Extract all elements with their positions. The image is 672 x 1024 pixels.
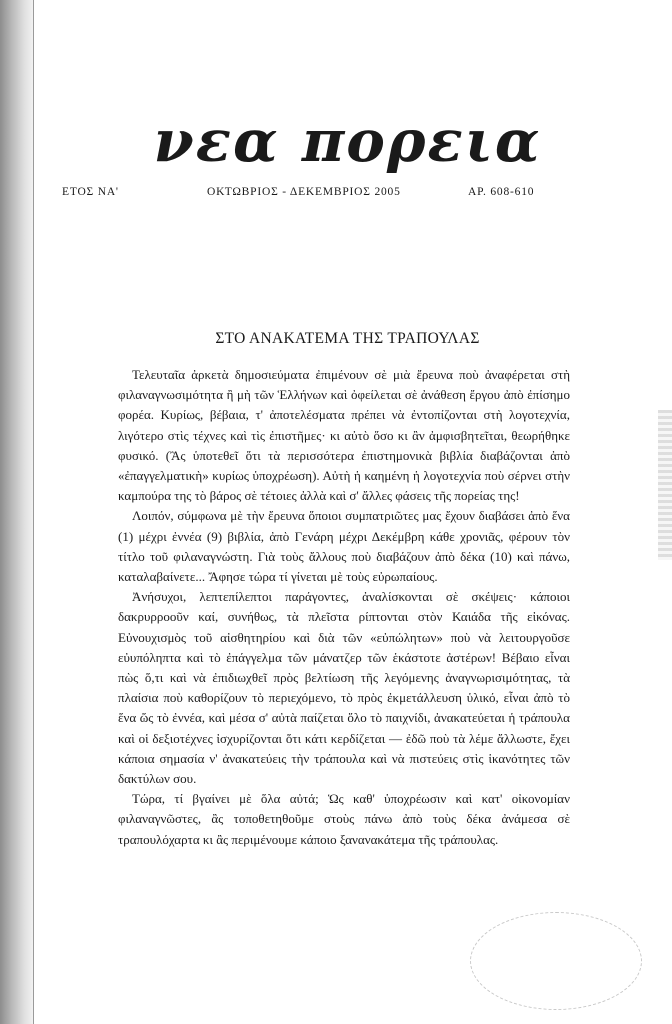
article-paragraph-2: Λοιπόν, σύμφωνα μὲ τὴν ἔρευνα ὅποιοι συμπατριῶτες μας ἔχουν διαβάσει ἀπὸ ἕνα (1) μέχρι ἐννέα (9) βιβλία, ἀπὸ Γενάρη μέχρι Δεκέμβρη κάθε χρονιᾶς, φέρουν τὸν τίτλο τοῦ φιλαναγνώστη. Γιὰ τοὺς ἄλλους ποὺ διαβάζουν ἀπὸ δέκα (10) καὶ πάνω, καταλαβαίνετε... Ἄφησε τώρα τί γίνεται μὲ τοὺς εὐρωπαίους. xyxy=(118,508,570,585)
article-body xyxy=(118,365,570,850)
page-edge-mark xyxy=(658,410,672,560)
article-paragraph-1: Τελευταῖα ἀρκετὰ δημοσιεύματα ἐπιμένουν σὲ μιὰ ἔρευνα ποὺ ἀναφέρεται στὴ φιλαναγνωσιμότητα ἢ μὴ τῶν Ἑλλήνων καὶ ὀφείλεται σὲ ἀνάθεση ἔργου ἀπὸ ἐπίσημο φορέα. Κυρίως, βέβαια, τ' ἀποτελέσματα πρέπει νὰ ἐντοπίζονται στὴ λογοτεχνία, λιγότερο στὶς τέχνες καὶ τὶς ἐπιστῆμες· κι αὐτὸ ὅσο κι ἂν ἀμφισβητεῖται, θεωρήθηκε φυσικό. (Ἂς ὑποτεθεῖ ὅτι τὰ περισσότερα ἐπιστημονικὰ βιβλία διαβάζονται ἀπὸ «ἐπαγγελματικὴ» κυρίως ὑποχρέωση). Αὐτὴ ἡ καημένη ἡ λογοτεχνία ποὺ σέρνει στὴν καμπούρα της τὸ βάρος σὲ τέτοιες ἀλλὰ καὶ σ' ἄλλες φάσεις τῆς πορείας της! xyxy=(118,367,570,504)
book-spine-shadow xyxy=(0,0,34,1024)
article-paragraph-3: Ἀνήσυχοι, λεπτεπίλεπτοι παράγοντες, ἀναλίσκονται σὲ σκέψεις· κάποιοι δακρυρροοῦν καί, συνήθως, τὰ πλεῖστα ρίπτονται στὸν Καιάδα τῆς εἰκόνας. Εὐνουχισμὸς τοῦ αἰσθητηρίου καὶ διὰ τῶν «εὐπώλητων» ποὺ νὰ λειτουργοῦσε εὐυπόληπτα καὶ τὸ ἐπάγγελμα τῶν μάνατζερ τῶν ἑκάστοτε ἀστέρων! Βέβαιο εἶναι πὼς ὅ,τι καὶ νὰ ἐπιδιωχθεῖ πρὸς βελτίωση τῆς λεγόμενης ἀναγνωρισιμότητας, τὰ πλαίσια ποὺ καθορίζουν τὸ περιεχόμενο, τὸ πρὸς ἐκμετάλλευση ὑλικό, εἶναι ἀπὸ τὸ ἕνα ὥς τὸ ἐννέα, καὶ μέσα σ' αὐτὰ παίζεται ὅλο τὸ παιχνίδι, ἀνακατεύεται ἡ τράπουλα καὶ οἱ δεξιοτέχνες ἰσχυρίζονται ὅτι κάτι κερδίζεται — ἐδῶ ποὺ τὰ λέμε ἄλλωστε, ἔχει κάποια σημασία ν' ἀνακατεύεις τὴν τράπουλα καὶ νὰ πιστεύεις στὶς ἱκανότητες τῶν δακτύλων σου. xyxy=(118,589,570,787)
faded-stamp xyxy=(470,912,642,1010)
issue-info-line xyxy=(62,186,562,202)
journal-title: νεα πορεια xyxy=(153,107,542,175)
issue-date: ΟΚΤΩΒΡΙΟΣ - ΔΕΚΕΜΒΡΙΟΣ 2005 xyxy=(207,186,401,198)
article-paragraph-4: Τώρα, τί βγαίνει μὲ ὅλα αὐτά; Ὡς καθ' ὑποχρέωσιν καὶ κατ' οἰκονομίαν φιλαναγνῶστες, ἂς τοποθετηθοῦμε στοὺς πάνω ἀπὸ τοὺς δέκα ἀνάμεσα σὲ τραπουλόχαρτα κι ἂς περιμένουμε κάποιο ξανανακάτεμα τῆς τράπουλας. xyxy=(118,791,570,847)
article-title: ΣΤΟ ΑΝΑΚΑΤΕΜΑ ΤΗΣ ΤΡΑΠΟΥΛΑΣ xyxy=(215,330,480,347)
issue-number: ΑΡ. 608-610 xyxy=(468,186,535,198)
issue-year: ΕΤΟΣ ΝΑ' xyxy=(62,186,119,198)
